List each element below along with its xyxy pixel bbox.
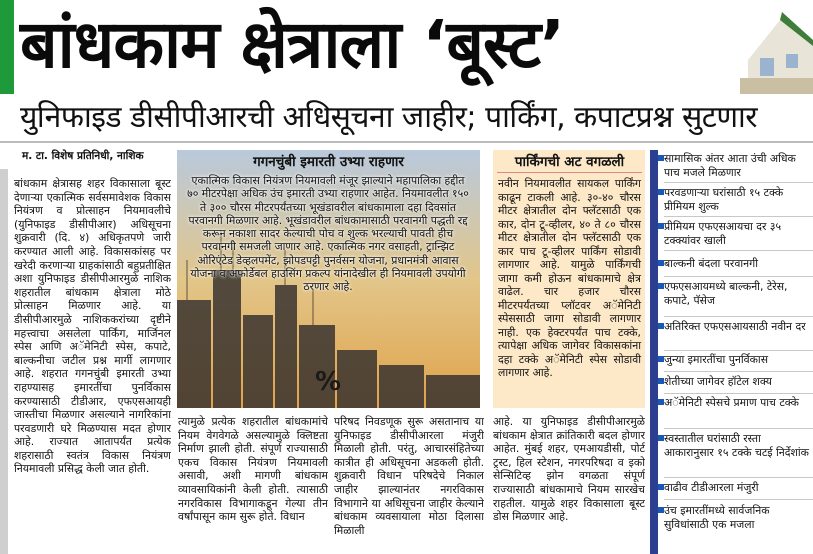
sidebar-item	[664, 375, 813, 389]
bullet-icon	[658, 484, 664, 490]
sidebar-item	[664, 320, 813, 334]
divider	[664, 477, 813, 478]
sidebar-item	[664, 353, 813, 367]
svg-text:%: %	[315, 367, 342, 397]
article-column-2: त्यामुळे प्रत्येक शहरातील बांधकामांचे नियम वेगवेगळे असल्यामुळे क्लिष्टता निर्माण झाली होती. संपूर्ण राज्यासाठी एकच विकास नियंत्रण नियमावली असावी, अशी मागणी बांधकाम व्यावसायिकांनी केली होती. त्यासाठी नगरविकास विभागाकडून गेल्या तीन वर्षांपासून काम सुरू होते. विधान	[178, 415, 328, 524]
divider	[664, 393, 813, 394]
bullet-icon	[658, 283, 664, 289]
bullet-icon	[658, 155, 664, 161]
subheadline: युनिफाइड डीसीपीआरची अधिसूचना जाहीर; पार्किंग, कपाटप्रश्न सुटणार	[20, 100, 758, 135]
sidebar-item-label: प्रीमियम एफएसआयचा दर ३५ टक्क्यांवर खाली	[664, 220, 782, 247]
sidebar-item	[664, 432, 813, 459]
sidebar-item-label: स्वस्तातील घरांसाठी रस्ता आकारानुसार १५ टक्के चटई निर्देशांक	[664, 432, 809, 459]
bullet-icon	[658, 356, 664, 362]
headline-accent-stripe	[0, 0, 14, 94]
house-illustration	[740, 0, 813, 94]
parking-box-body: नवीन नियमावलीत सायकल पार्किंग काढून टाकली आहे. ३०-४० चौरस मीटर क्षेत्रातील दोन फ्लॅटसाठी एक कार, दोन टू-व्हीलर, ४० ते ८० चौरस मीटर क्षेत्रातील दोन फ्लॅटसाठी एक कार पाच टू-व्हीलर पार्किंग सोडावी लागणार आहे. यामुळे पार्किंगची जागा कमी होऊन बांधकामाचे क्षेत्र वाढेल. चार हजार चौरस मीटरपर्यंतच्या प्लॉटवर अॅमेनिटी स्पेससाठी जागा सोडावी लागणार नाही. एक हेक्टरपर्यंत पाच टक्के, त्यापेक्षा अधिक जागेवर विकासकांना दहा टक्के अॅमेनिटी स्पेस सोडावी लागणार आहे.	[498, 177, 641, 379]
sidebar-item-label: उंच इमारतींमध्ये सार्वजनिक सुविधांसाठी एक मजला	[664, 504, 770, 531]
sidebar-band	[650, 150, 658, 554]
article-column-3: परिषद निवडणूक सुरू असतानाच या युनिफाइड डीसीपीआरला मंजुरी मिळाली होती. परंतु, आचारसंहितेच्या कात्रीत ही अधिसूचना अडकली होती. शुक्रवारी विधान परिषदेचे निकाल जाहीर झाल्यानंतर नगरविकास विभागाने या अधिसूचना जाहीर केल्याने बांधकाम व्यवसायाला मोठा दिलासा मिळाली	[334, 415, 484, 537]
sidebar-item-label: सामासिक अंतर आता उंची अधिक पाच मजले मिळणार	[664, 152, 796, 179]
sidebar-item	[664, 220, 813, 247]
sidebar-item	[664, 280, 813, 307]
sidebar-item-label: वाढीव टीडीआरला मंजुरी	[664, 481, 759, 494]
article-column-1: बांधकाम क्षेत्रासह शहर विकासाला बूस्ट देणाऱ्या एकात्मिक सर्वसमावेशक विकास नियंत्रण व प्रोत्साहन नियमावलीचे (युनिफाइड डीसीपीआर) अधिसूचना शुक्रवारी (दि. ४) अधिकृतपणे जारी करण्यात आली आहे. विकासकांसह पर खरेदी करणाऱ्या ग्राहकांसाठी बहुप्रतीक्षित अशा युनिफाइड डीसीपीआरमुळे नाशिक शहरातील बांधकाम क्षेत्राला मोठे प्रोत्साहन मिळणार आहे. या डीसीपीआरमुळे नाशिककरांच्या दृष्टीने महत्त्वाचा असलेला पार्किंग, मार्जिनल स्पेस आणि अॅमेनिटी स्पेस, कपाटे, बाल्कनीचा जटील प्रश्न मार्गी लागणार आहे. शहरात गगनचुंबी इमारती उभ्या राहण्यासह इमारतींचा पुनर्विकास करण्यासाठी टीडीआर, एफएसआयही जास्तीचा मिळणार असल्याने नागरिकांना परवडणारी घरे मिळण्यास मदत होणार आहे. राज्यात आतापर्यंत प्रत्येक शहरासाठी स्वतंत्र विकास नियंत्रण नियमावली प्रसिद्ध केली जात होती.	[14, 177, 171, 476]
bullet-icon	[658, 399, 664, 405]
parking-box-heading: पार्किंगची अट वगळली	[514, 154, 625, 170]
divider	[664, 350, 813, 351]
highlights-sidebar	[650, 150, 813, 554]
sidebar-item-label: जुन्या इमारतींचा पुनर्विकास	[664, 353, 769, 366]
column-accent-stripe	[0, 169, 8, 554]
divider	[664, 276, 813, 277]
sidebar-item-label: अतिरिक्त एफएसआयसाठी नवीन दर	[664, 320, 806, 333]
panel-heading: गगनचुंबी इमारती उभ्या राहणार	[253, 154, 404, 170]
bullet-icon	[658, 323, 664, 329]
sidebar-item	[664, 396, 813, 410]
divider	[664, 182, 813, 183]
feature-panel	[177, 150, 480, 408]
divider	[664, 428, 813, 429]
article-column-4: आहे. या युनिफाइड डीसीपीआरमुळे बांधकाम क्षेत्रात क्रांतिकारी बदल होणार आहेत. मुंबई शहर, एमआयडीसी, पोर्ट ट्रस्ट, हिल स्टेशन, नगरपरिषदा व इको सेन्सिटिव्ह झोन वगळता संपूर्ण राज्यासाठी बांधकामाचे नियम सारखेच राहतील. यामुळे शहर विकासाला बूस्ट डोस मिळणार आहे.	[493, 415, 645, 524]
panel-body: एकात्मिक विकास नियंत्रण नियमावली मंजूर झाल्याने महापालिका हद्दीत ७० मीटरपेक्षा अधिक उंच इमारती उभ्या राहणार आहेत. नियमावलीत १५० ते ३०० चौरस मीटरपर्यंतच्या भूखंडावरील बांधकामाला दहा दिवसांत परवानगी मिळणार आहे. भूखंडावरील बांधकामासाठी परवानगी पद्धती रद्द करून नकाशा सादर केल्याची पोच व शुल्क भरल्याची पावती हीच परवानगी समजली जाणार आहे. एकात्मिक नगर वसाहती, ट्रान्झिट ओरिएंटेड डेव्हलपमेंट, झोपडपट्टी पुनर्वसन योजना, प्रधानमंत्री आवास योजना व अफोर्डेबल हाउसिंग प्रकल्प यांनादेखील ही नियमावली उपयोगी ठरणार आहे.	[187, 174, 469, 294]
divider	[664, 316, 813, 317]
divider	[664, 371, 813, 372]
bullet-icon	[658, 260, 664, 266]
divider	[664, 216, 813, 217]
bullet-icon	[658, 223, 664, 229]
sidebar-item-label: एफएसआयमध्ये बाल्कनी, टेरेस, कपाटे, पॅसेज	[664, 280, 788, 307]
sidebar-item-label: परवडणाऱ्या घरांसाठी १५ टक्के प्रीमियम शुल्क	[664, 186, 784, 213]
sidebar-item	[664, 257, 813, 271]
bullet-icon	[658, 507, 664, 513]
parking-box	[493, 150, 645, 408]
divider	[0, 141, 813, 143]
sidebar-item	[664, 481, 813, 495]
bullet-icon	[658, 378, 664, 384]
divider	[664, 250, 813, 251]
sidebar-item-label: अॅमेनिटी स्पेसचे प्रमाण पाच टक्के	[664, 396, 799, 409]
sidebar-item	[664, 504, 813, 531]
sidebar-item	[664, 186, 813, 213]
sidebar-item-label: बाल्कनी बंदला परवानगी	[664, 257, 759, 270]
sidebar-item	[664, 152, 813, 179]
divider	[497, 172, 642, 173]
byline: म. टा. विशेष प्रतिनिधी, नाशिक	[22, 150, 144, 162]
sidebar-item-label: शेतीच्या जागेवर हॉटेल शक्य	[664, 375, 772, 388]
divider	[664, 499, 813, 500]
bullet-icon	[658, 435, 664, 441]
bullet-icon	[658, 189, 664, 195]
page-title: बांधकाम क्षेत्राला ‘बूस्ट’	[20, 6, 565, 83]
